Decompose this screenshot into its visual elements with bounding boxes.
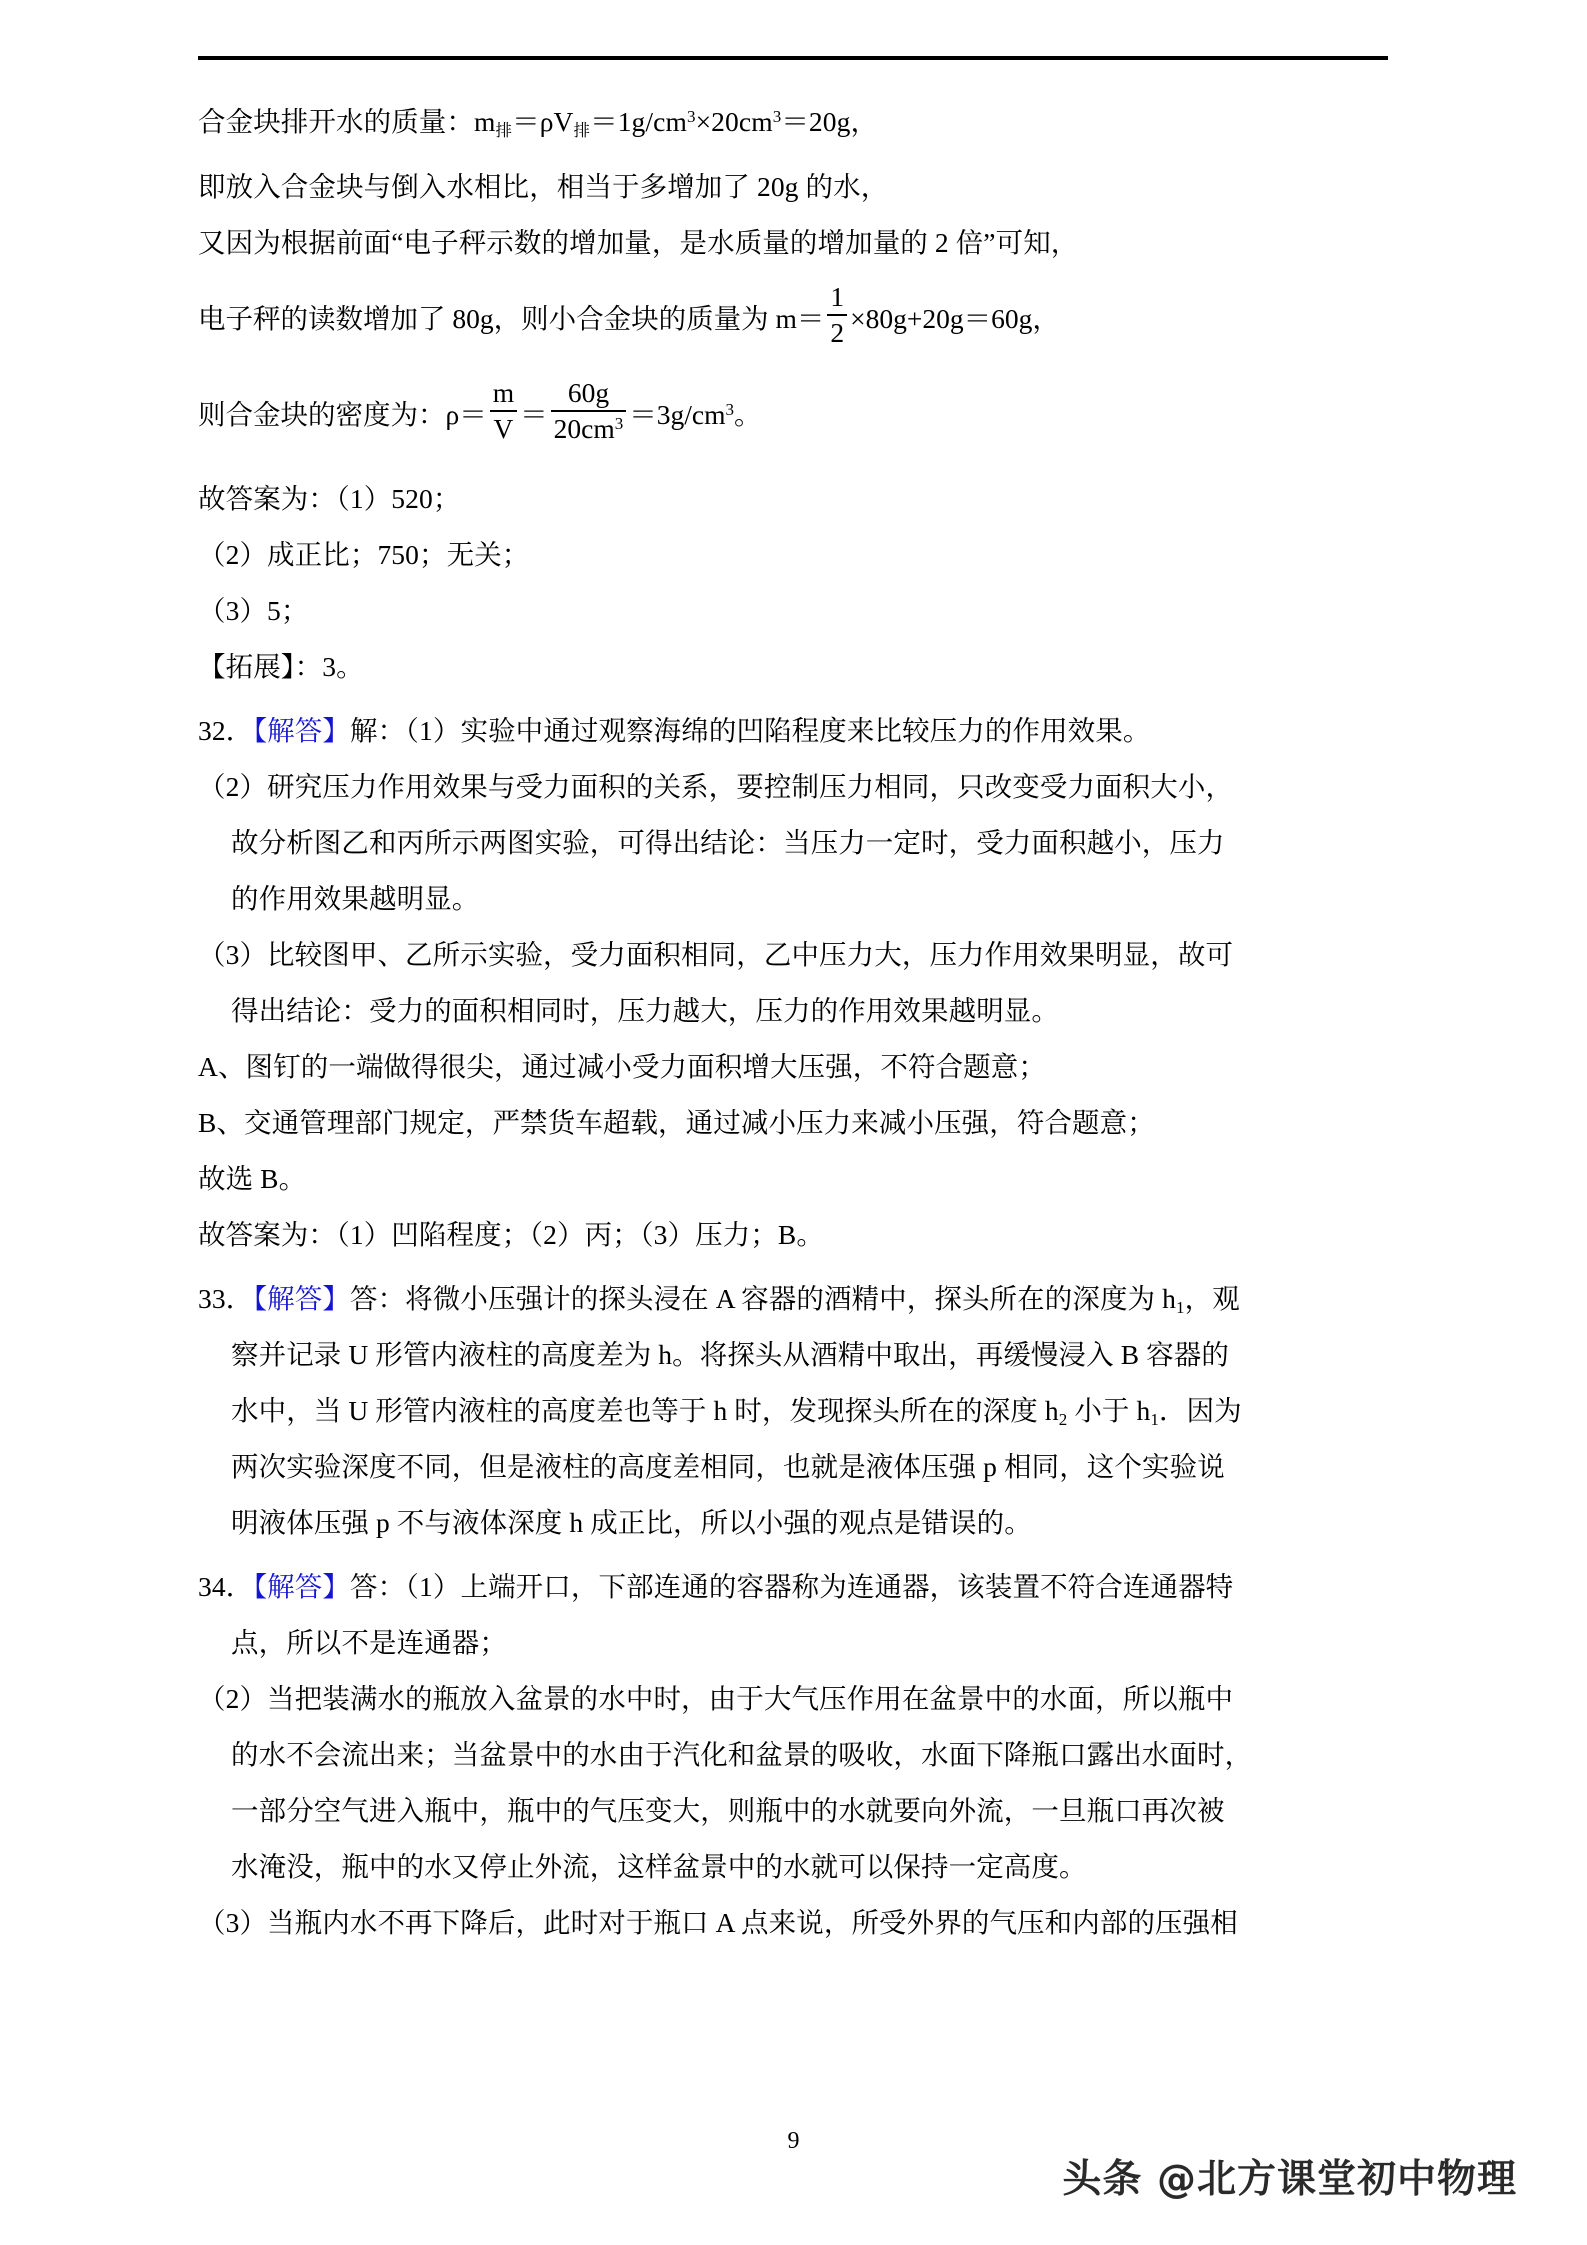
q33-h1-subscript-2: 1 — [1150, 1409, 1159, 1429]
q33-h2-subscript: 2 — [1058, 1409, 1068, 1429]
alloy-mass-tail: ×80g+20g＝60g， — [850, 302, 1060, 334]
solution-line-density — [198, 367, 1388, 463]
displaced-mass-sub-a: 排 — [495, 120, 513, 140]
answer-line-1: 故答案为：（1）520； — [198, 482, 461, 514]
q33-line-1a: 答：将微小压强计的探头浸在 A 容器的酒精中，探头所在的深度为 h — [349, 1282, 1176, 1314]
density-prefix: 则合金块的密度为：ρ＝ — [198, 398, 487, 430]
q34-line-1: 答：（1）上端开口，下部连通的容器称为连通器，该装置不符合连通器特 — [349, 1570, 1234, 1602]
q34-number: 34． — [198, 1570, 254, 1602]
q32-line-5: （3）比较图甲、乙所示实验，受力面积相同，乙中压力大，压力作用效果明显，故可 — [198, 938, 1234, 970]
q33-line-3c: ．因为 — [1158, 1394, 1242, 1426]
q34-line-4: 的水不会流出来；当盆景中的水由于汽化和盆景的吸收，水面下降瓶口露出水面时， — [231, 1738, 1253, 1770]
q33-line-3 — [198, 1383, 1388, 1439]
watermark-text: 头条 @北方课堂初中物理 — [1062, 2157, 1517, 2202]
denominator-text: 20cm — [553, 413, 615, 445]
displaced-mass-prefix: 合金块排开水的质量：m — [198, 106, 496, 137]
fraction-one-half — [827, 282, 847, 349]
q33-h1-subscript: 1 — [1175, 1297, 1185, 1317]
displaced-mass-tail-b: ×20cm — [695, 106, 773, 137]
solution-line-scale-rule: 又因为根据前面“电子秤示数的增加量，是水质量的增加量的 2 倍”可知， — [198, 226, 1079, 258]
displaced-mass-tail-c: ＝20g， — [781, 106, 879, 137]
fraction-numerator-m: m — [490, 378, 517, 412]
extension-label: 【拓展】 — [198, 650, 295, 682]
page-number: 9 — [787, 2128, 800, 2154]
answer-line-3: （3）5； — [198, 594, 309, 626]
q32-option-a: A、图钉的一端做得很尖，通过减小受力面积增大压强，不符合题意； — [198, 1050, 1046, 1082]
q32-number: 32． — [198, 714, 254, 746]
q32-line-4: 的作用效果越明显。 — [231, 882, 480, 914]
displaced-mass-sup-a: 3 — [686, 107, 696, 127]
q33-line-1b: ，观 — [1184, 1282, 1240, 1314]
fraction-numerator-60g: 60g — [551, 378, 627, 412]
answer-line-2: （2）成正比；750；无关； — [198, 538, 530, 570]
density-equals: ＝ — [520, 398, 548, 430]
density-tail-end: 。 — [734, 398, 762, 430]
alloy-mass-prefix: 电子秤的读数增加了 80g，则小合金块的质量为 m＝ — [198, 302, 825, 334]
displaced-mass-mid: ＝ρV — [512, 106, 574, 137]
fraction-denominator-20cm3 — [551, 412, 627, 445]
q32-line-6: 得出结论：受力的面积相同时，压力越大，压力的作用效果越明显。 — [231, 994, 1059, 1026]
q34-solution-tag: 【解答】 — [253, 1570, 350, 1602]
q33-line-3b: 小于 h — [1067, 1394, 1151, 1426]
displaced-mass-tail-a: ＝1g/cm — [590, 106, 687, 137]
density-tail-exponent: 3 — [725, 400, 735, 420]
q32-line-2: （2）研究压力作用效果与受力面积的关系，要控制压力相同，只改变受力面积大小， — [198, 770, 1234, 802]
q32-solution-tag: 【解答】 — [253, 714, 350, 746]
fraction-60g-over-20cm3 — [551, 378, 627, 445]
solution-line-displaced-mass — [198, 94, 1388, 159]
q34-line-6: 水淹没，瓶中的水又停止外流，这样盆景中的水就可以保持一定高度。 — [231, 1850, 1087, 1882]
q33-line-3a: 水中，当 U 形管内液柱的高度差也等于 h 时，发现探头所在的深度 h — [231, 1394, 1059, 1426]
displaced-mass-sup-b: 3 — [772, 107, 782, 127]
q33-first-line — [198, 1271, 1388, 1327]
q33-line-5: 明液体压强 p 不与液体深度 h 成正比，所以小强的观点是错误的。 — [231, 1506, 1032, 1538]
header-rule — [198, 56, 1388, 60]
q33-solution-tag: 【解答】 — [253, 1282, 350, 1314]
extension-text: ：3。 — [294, 650, 364, 682]
extension-line — [198, 639, 1388, 695]
q34-line-2: 点，所以不是连通器； — [231, 1626, 507, 1658]
q32-line-1: 解：（1）实验中通过观察海绵的凹陷程度来比较压力的作用效果。 — [349, 714, 1151, 746]
displaced-mass-sub-b: 排 — [573, 120, 591, 140]
fraction-m-over-v — [490, 378, 517, 445]
q33-line-4: 两次实验深度不同，但是液柱的高度差相同，也就是液体压强 p 相同，这个实验说 — [231, 1450, 1225, 1482]
denominator-exponent: 3 — [614, 414, 624, 434]
fraction-denominator: 2 — [830, 317, 845, 349]
density-tail: ＝3g/cm — [629, 398, 726, 430]
q33-number: 33． — [198, 1282, 254, 1314]
page-content — [198, 56, 1388, 1951]
q34-line-7: （3）当瓶内水不再下降后，此时对于瓶口 A 点来说，所受外界的气压和内部的压强相 — [198, 1906, 1238, 1938]
fraction-denominator-v: V — [493, 413, 514, 445]
q33-line-2: 察并记录 U 形管内液柱的高度差为 h。将探头从酒精中取出，再缓慢浸入 B 容器的 — [231, 1338, 1229, 1370]
q32-first-line — [198, 703, 1388, 759]
q32-line-3: 故分析图乙和丙所示两图实验，可得出结论：当压力一定时，受力面积越小，压力 — [231, 826, 1225, 858]
q32-option-b: B、交通管理部门规定，严禁货车超载，通过减小压力来减小压强，符合题意； — [198, 1106, 1155, 1138]
solution-line-added-water: 即放入合金块与倒入水相比，相当于多增加了 20g 的水， — [198, 170, 889, 202]
q32-choice: 故选 B。 — [198, 1162, 307, 1194]
q34-first-line — [198, 1559, 1388, 1615]
fraction-numerator: 1 — [827, 282, 847, 316]
q34-line-3: （2）当把装满水的瓶放入盆景的水中时，由于大气压作用在盆景中的水面，所以瓶中 — [198, 1682, 1234, 1714]
q32-answers: 故答案为：（1）凹陷程度；（2）丙；（3）压力；B。 — [198, 1218, 824, 1250]
solution-line-alloy-mass — [198, 271, 1388, 367]
q34-line-5: 一部分空气进入瓶中，瓶中的气压变大，则瓶中的水就要向外流，一旦瓶口再次被 — [231, 1794, 1225, 1826]
